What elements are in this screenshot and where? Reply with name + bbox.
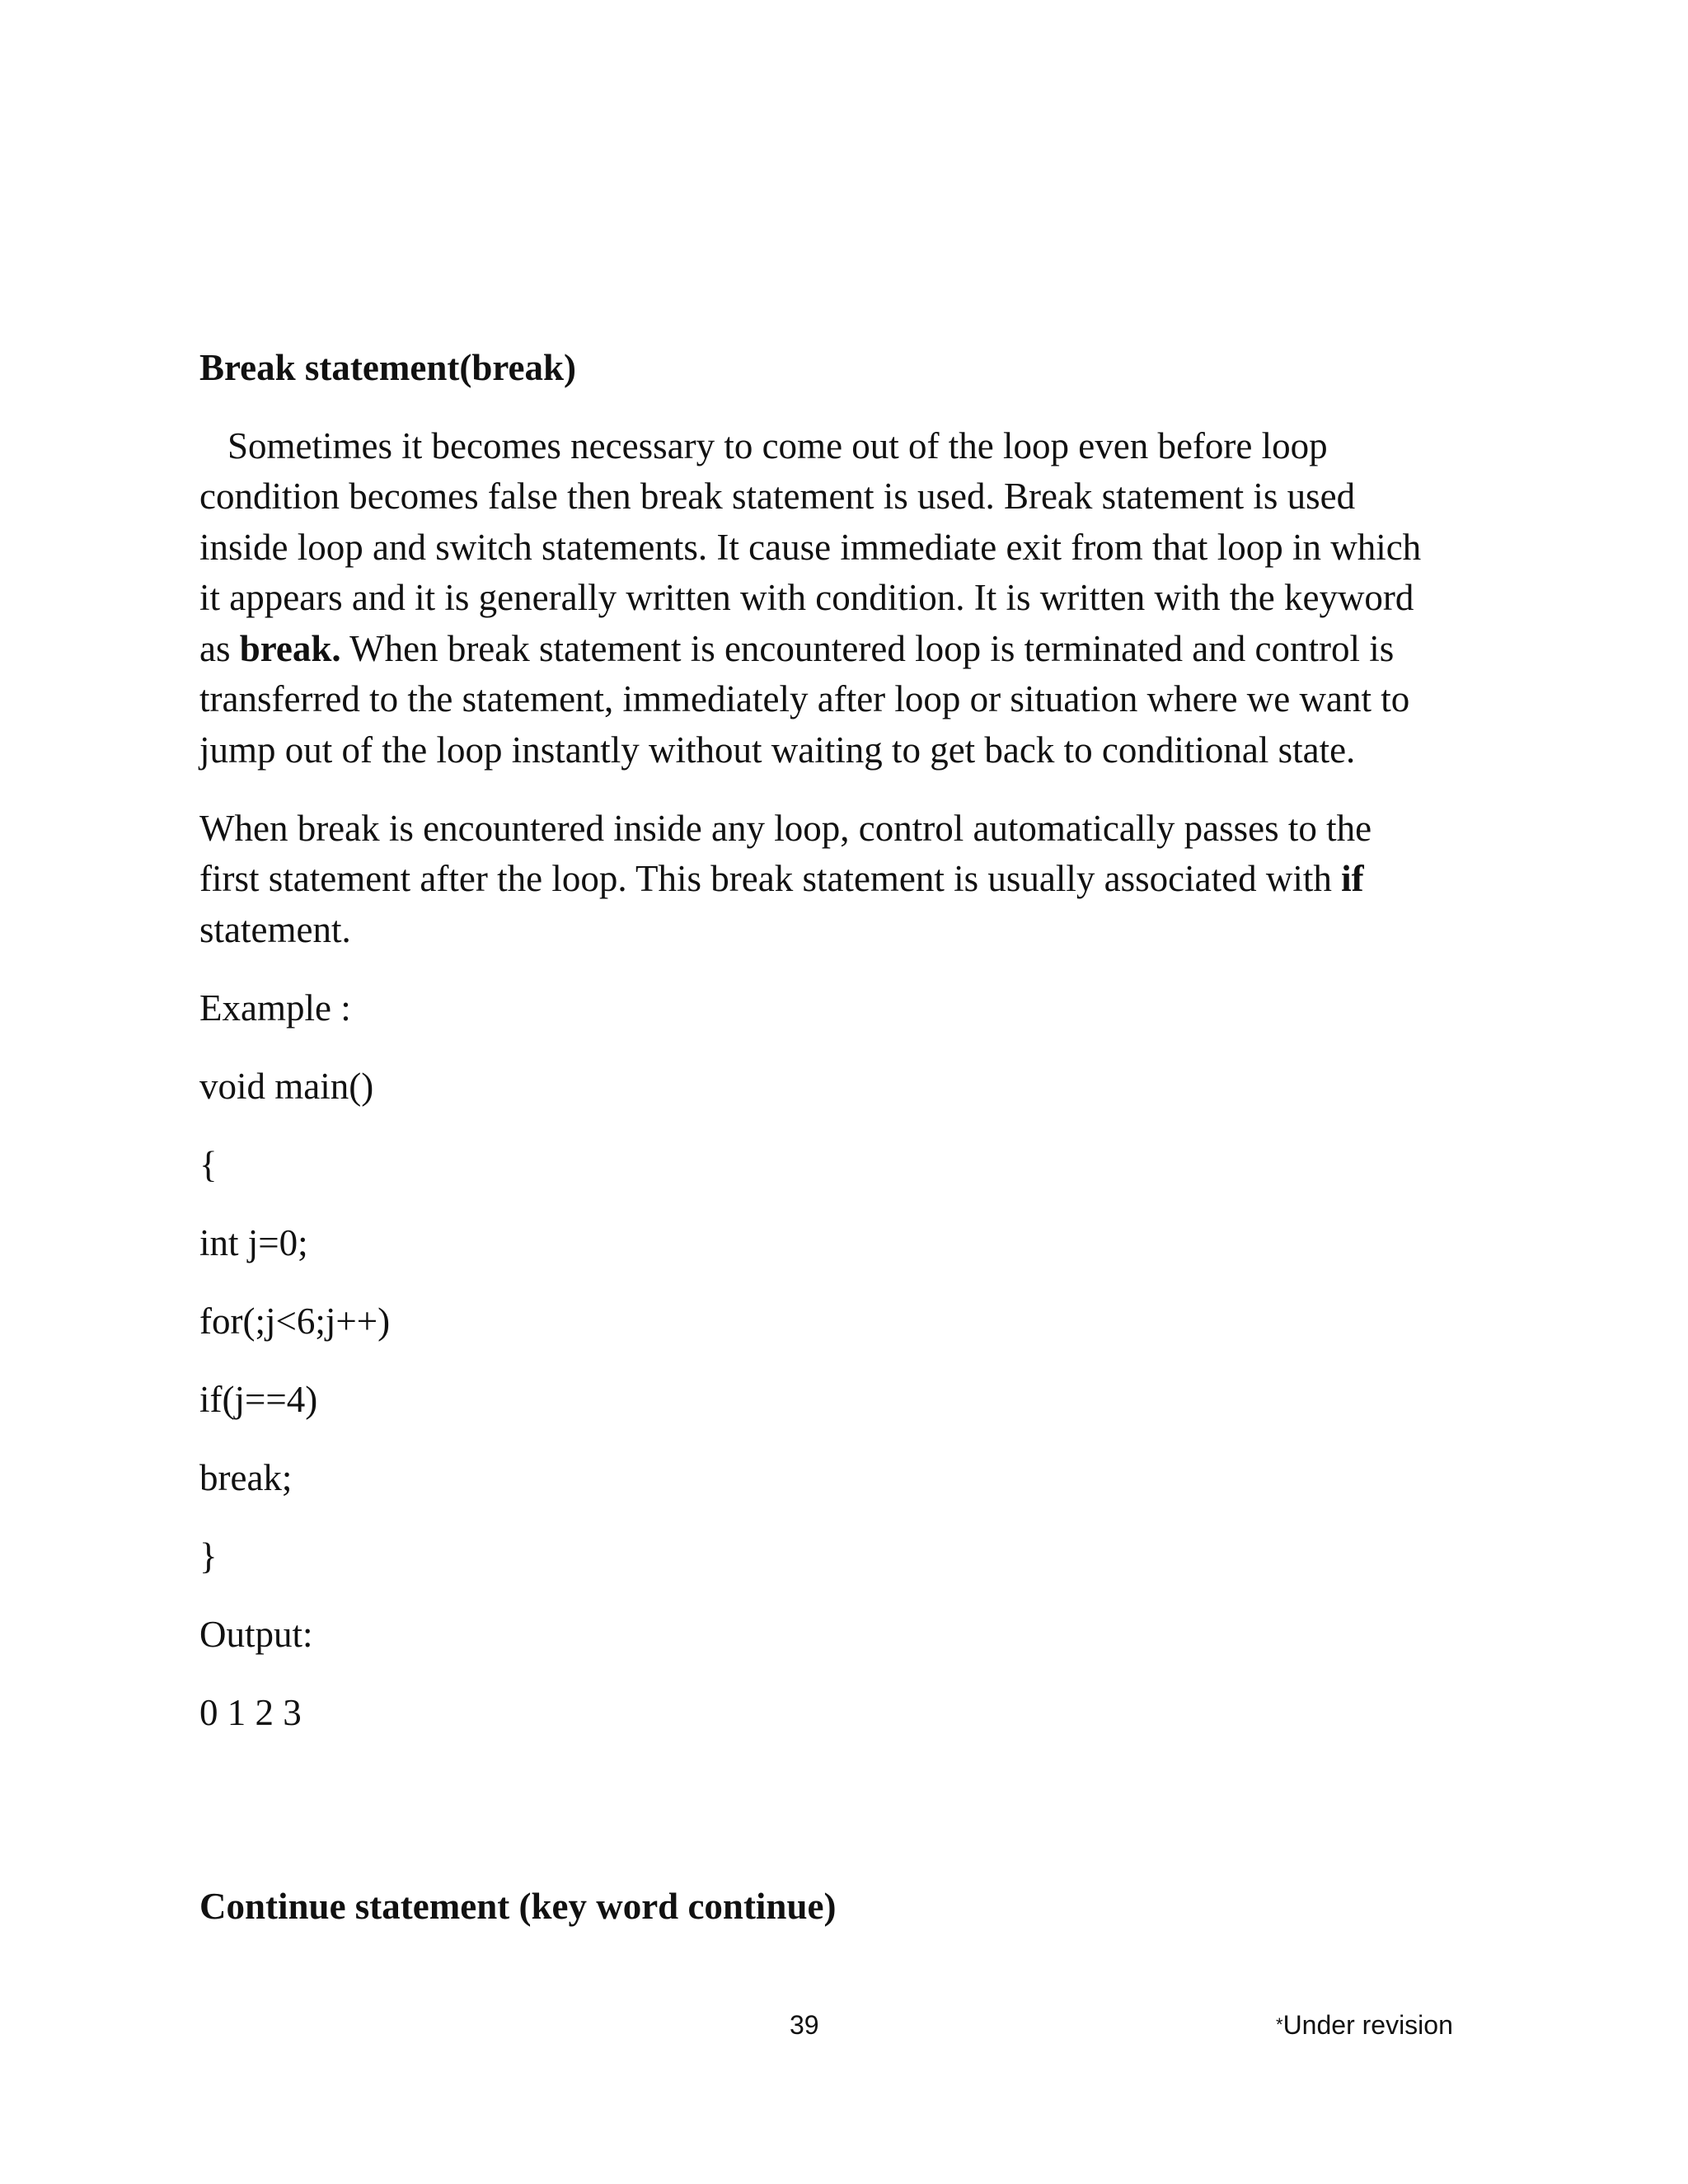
paragraph-1-line-4: it appears and it is generally written with condition. It is written with the keyword [199, 577, 1414, 618]
continue-statement-heading: Continue statement (key word continue) [199, 1886, 837, 1927]
break-keyword: break. [239, 628, 341, 669]
revision-star: * [1276, 2014, 1283, 2035]
revision-text: Under revision [1282, 2010, 1453, 2040]
paragraph-1-line-5-end: When break statement is encountered loop is terminated and control is [340, 628, 1395, 669]
paragraph-1-line-6: transferred to the statement, immediately after loop or situation where we want to [199, 678, 1410, 719]
page-number: 39 [790, 2010, 819, 2040]
paragraph-1-line-2: condition becomes false then break statement is used. Break statement is used [199, 476, 1356, 517]
paragraph-1-line-5 [199, 626, 1394, 672]
code-line: void main() [199, 1066, 374, 1107]
code-line: for(;j<6;j++) [199, 1301, 391, 1342]
paragraph-1-line-5-start: as [199, 628, 240, 669]
paragraph-2-line-1: When break is encountered inside any loop, control automatically passes to the [199, 808, 1372, 849]
paragraph-2-line-2 [199, 855, 1364, 902]
if-keyword: if [1341, 858, 1364, 899]
paragraph-1-line-7: jump out of the loop instantly without waiting to get back to conditional state. [199, 729, 1356, 771]
paragraph-2-line-3: statement. [199, 909, 351, 950]
break-statement-heading: Break statement(break) [199, 347, 577, 388]
output-value: 0 1 2 3 [199, 1692, 302, 1733]
paragraph-1-line-1: Sometimes it becomes necessary to come out of the loop even before loop [227, 425, 1328, 466]
code-line: if(j==4) [199, 1379, 318, 1420]
code-line: } [199, 1535, 218, 1577]
paragraph-1-line-3: inside loop and switch statements. It cause immediate exit from that loop in which [199, 527, 1422, 568]
output-label: Output: [199, 1614, 313, 1655]
example-label: Example : [199, 987, 351, 1029]
code-line: { [199, 1144, 218, 1185]
code-line: break; [199, 1457, 293, 1498]
code-line: int j=0; [199, 1222, 308, 1263]
revision-note [1276, 2008, 1453, 2041]
paragraph-2-line-2-start: first statement after the loop. This break statement is usually associated with [199, 858, 1342, 899]
